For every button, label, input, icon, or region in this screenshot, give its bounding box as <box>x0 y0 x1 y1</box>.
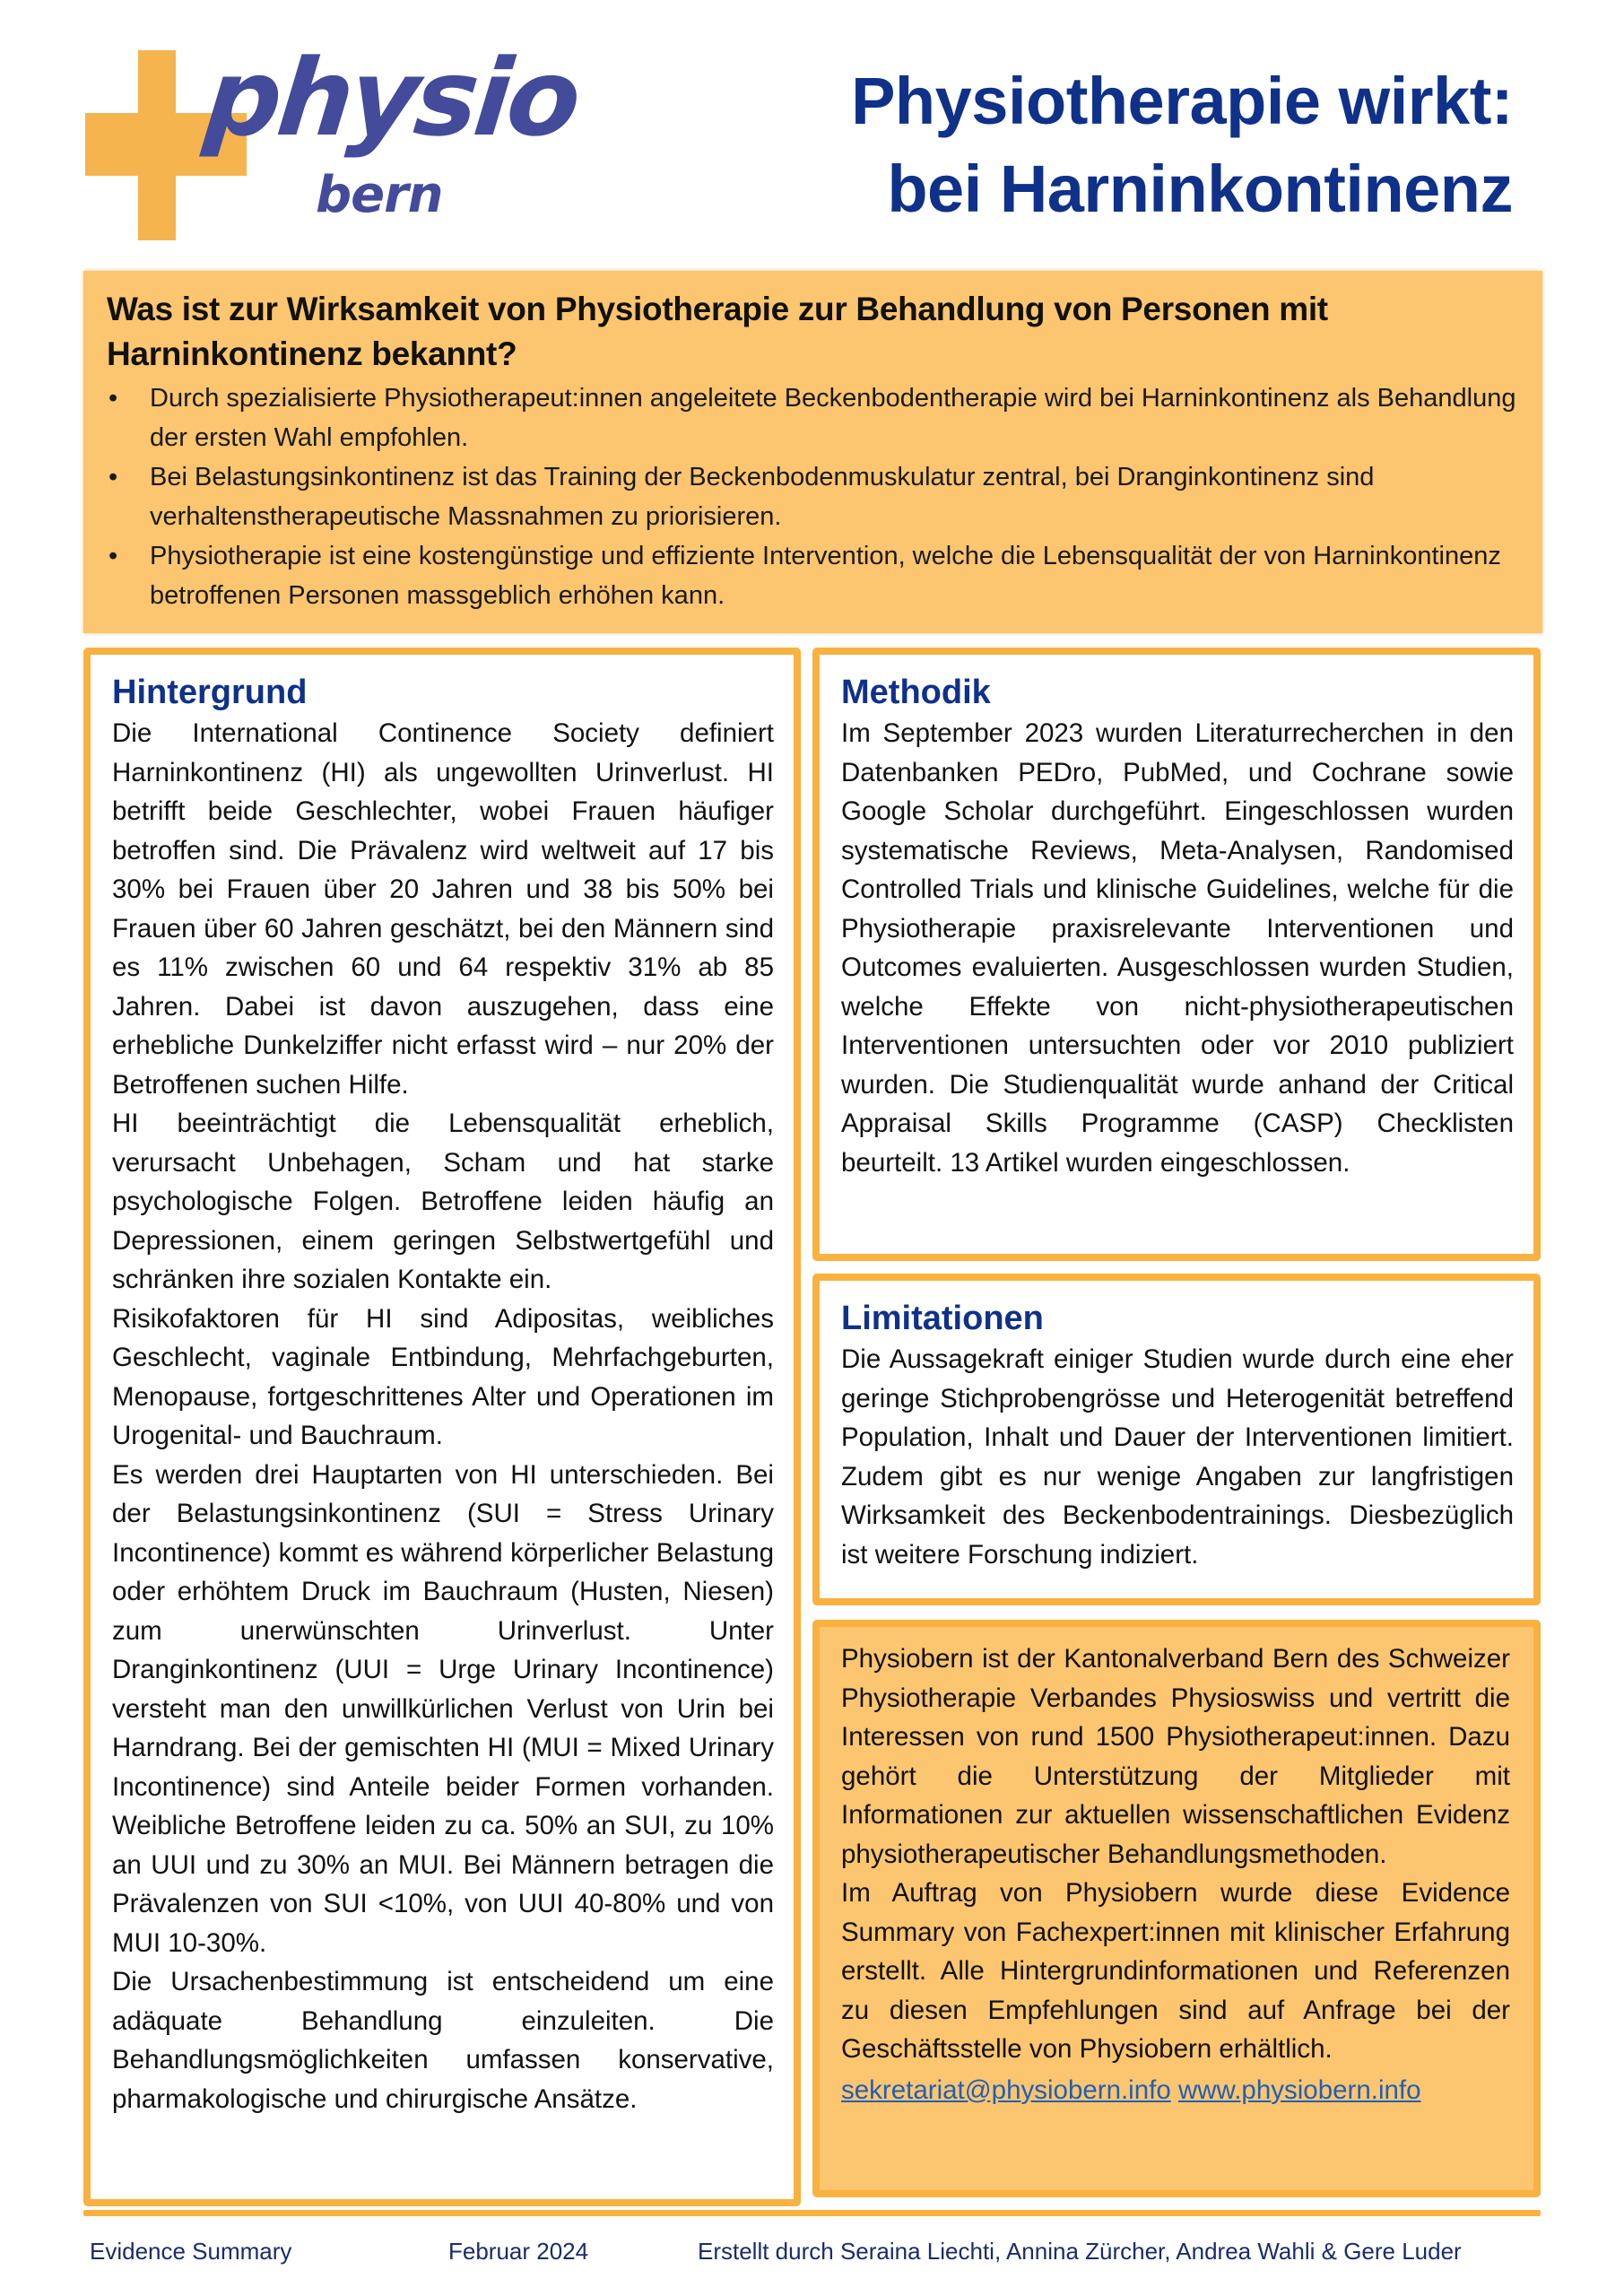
key-finding-text: Physiotherapie ist eine kostengünstige und effiziente Intervention, welche die Lebensqualität der von Harninkontinenz betroffenen Personen massgeblich erhöhen kann. <box>150 542 1501 610</box>
paragraph: Die Ursachenbestimmung ist entscheidend um eine adäquate Behandlung einzuleiten. Die Behandlungsmöglichkeiten umfassen konservative, pharmakologische und chirurgische Ansätze. <box>112 1967 774 2114</box>
footer-authors: Erstellt durch Seraina Liechti, Annina Zürcher, Andrea Wahli & Gere Luder <box>698 2238 1462 2265</box>
footer-date: Februar 2024 <box>448 2238 589 2265</box>
title-line-2: bei Harninkontinenz <box>887 152 1513 226</box>
paragraph: Die International Continence Society definiert Harninkontinenz (HI) als ungewollten Urinverlust. HI betrifft beide Geschlechter, wobei Frauen häufiger betroffen sind. Die Prävalenz wird weltweit auf 17 bis 30% bei Frauen über 20 Jahren und 38 bis 50% bei Frauen über 60 Jahren geschätzt, bei den Männern sind es 11% zwischen 60 und 64 respektiv 31% ab 85 Jahren. Dabei ist davon auszugehen, dass eine erhebliche Dunkelziffer nicht erfasst wird – nur 20% der Betroffenen suchen Hilfe. <box>112 718 774 1100</box>
key-finding-text: Durch spezialisierte Physiotherapeut:innen angeleitete Beckenbodentherapie wird bei Harninkontinenz als Behandlung der ersten Wahl empfohlen. <box>150 384 1516 452</box>
bullet-icon: • <box>109 384 118 413</box>
logo-subtitle: bern <box>316 166 443 224</box>
section-heading: Methodik <box>841 674 991 711</box>
contact-links <box>841 2071 1510 2109</box>
paragraph: Die Aussagekraft einiger Studien wurde durch eine eher geringe Stichprobengrösse und Heterogenität betreffend Population, Inhalt und Dauer der Interventionen limitiert. Zudem gibt es nur wenige Angaben zur langfristigen Wirksamkeit des Beckenbodentrainings. Diesbezüglich ist weitere Forschung indiziert. <box>841 1344 1514 1570</box>
title-line-1: Physiotherapie wirkt: <box>851 64 1513 138</box>
paragraph: Im Auftrag von Physiobern wurde diese Evidence Summary von Fachexpert:innen mit klinischer Erfahrung erstellt. Alle Hintergrundinformationen und Referenzen zu diesen Empfehlungen sind auf Anfrage bei der Geschäftsstelle von Physiobern erhältlich. <box>841 1878 1510 2064</box>
key-finding-item <box>107 457 1519 536</box>
paragraph: Es werden drei Hauptarten von HI unterschieden. Bei der Belastungsinkontinenz (SUI = Stress Urinary Incontinence) kommt es während körperlicher Belastung oder erhöhtem Druck im Bauchraum (Husten, Niesen) zum unerwünschten Urinverlust. Unter Dranginkontinenz (UUI = Urge Urinary Incontinence) versteht man den unwillkürlichen Verlust von Urin bei Harndrang. Bei der gemischten HI (MUI = Mixed Urinary Incontinence) sind Anteile beider Formen vorhanden. Weibliche Betroffene leiden zu ca. 50% an SUI, zu 10% an UUI und zu 30% an MUI. Bei Männern betragen die Prävalenzen von SUI <10%, von UUI 40-80% und von MUI 10-30%. <box>112 1459 774 1958</box>
paragraph: Risikofaktoren für HI sind Adipositas, weibliches Geschlecht, vaginale Entbindung, Mehrfachgeburten, Menopause, fortgeschrittenes Alter und Operationen im Urogenital- und Bauchraum. <box>112 1303 774 1450</box>
section-hintergrund <box>83 648 801 2206</box>
section-limitationen <box>812 1274 1541 1605</box>
website-link[interactable]: www.physiobern.info <box>1177 2074 1421 2105</box>
footer-doc-type: Evidence Summary <box>90 2238 292 2265</box>
physiobern-logo <box>81 36 584 251</box>
key-finding-item <box>107 378 1519 457</box>
logo-wordmark: physio <box>199 36 584 160</box>
key-findings-heading: Was ist zur Wirksamkeit von Physiotherapie zur Behandlung von Personen mit Harninkontinenz bekannt? <box>107 291 1328 372</box>
key-findings-list <box>107 378 1519 615</box>
email-link[interactable]: sekretariat@physiobern.info <box>841 2074 1171 2105</box>
section-methodik <box>812 648 1541 1261</box>
key-findings-box <box>83 271 1542 633</box>
section-about-physiobern <box>812 1620 1541 2197</box>
bullet-icon: • <box>109 542 118 570</box>
section-heading: Hintergrund <box>112 674 308 711</box>
bullet-icon: • <box>109 463 118 491</box>
paragraph: HI beeinträchtigt die Lebensqualität erheblich, verursacht Unbehagen, Scham und hat starke psychologische Folgen. Betroffene leiden häufig an Depressionen, einem geringen Selbstwertgefühl und schränken ihre sozialen Kontakte ein. <box>112 1109 774 1294</box>
key-finding-text: Bei Belastungsinkontinenz ist das Training der Beckenbodenmuskulatur zentral, bei Dranginkontinenz sind verhaltenstherapeutische Massnahmen zu priorisieren. <box>150 463 1375 531</box>
footer-divider <box>83 2210 1541 2216</box>
key-finding-item <box>107 536 1519 615</box>
section-heading: Limitationen <box>841 1300 1044 1337</box>
paragraph: Im September 2023 wurden Literaturrecherchen in den Datenbanken PEDro, PubMed, und Cochrane sowie Google Scholar durchgeführt. Eingeschlossen wurden systematische Reviews, Meta-Analysen, Randomised Controlled Trials und klinische Guidelines, welche für die Physiotherapie praxisrelevante Interventionen und Outcomes evaluierten. Ausgeschlossen wurden Studien, welche Effekte von nicht-physiotherapeutischen Interventionen untersuchten oder vor 2010 publiziert wurden. Die Studienqualität wurde anhand der Critical Appraisal Skills Programme (CASP) Checklisten beurteilt. 13 Artikel wurden eingeschlossen. <box>841 718 1514 1178</box>
paragraph: Physiobern ist der Kantonalverband Bern des Schweizer Physiotherapie Verbandes Physioswiss und vertritt die Interessen von rund 1500 Physiotherapeut:innen. Dazu gehört die Unterstützung der Mitglieder mit Informationen zur aktuellen wissenschaftlichen Evidenz physiotherapeutischer Behandlungsmethoden. <box>841 1644 1510 1869</box>
page-title <box>851 57 1513 233</box>
